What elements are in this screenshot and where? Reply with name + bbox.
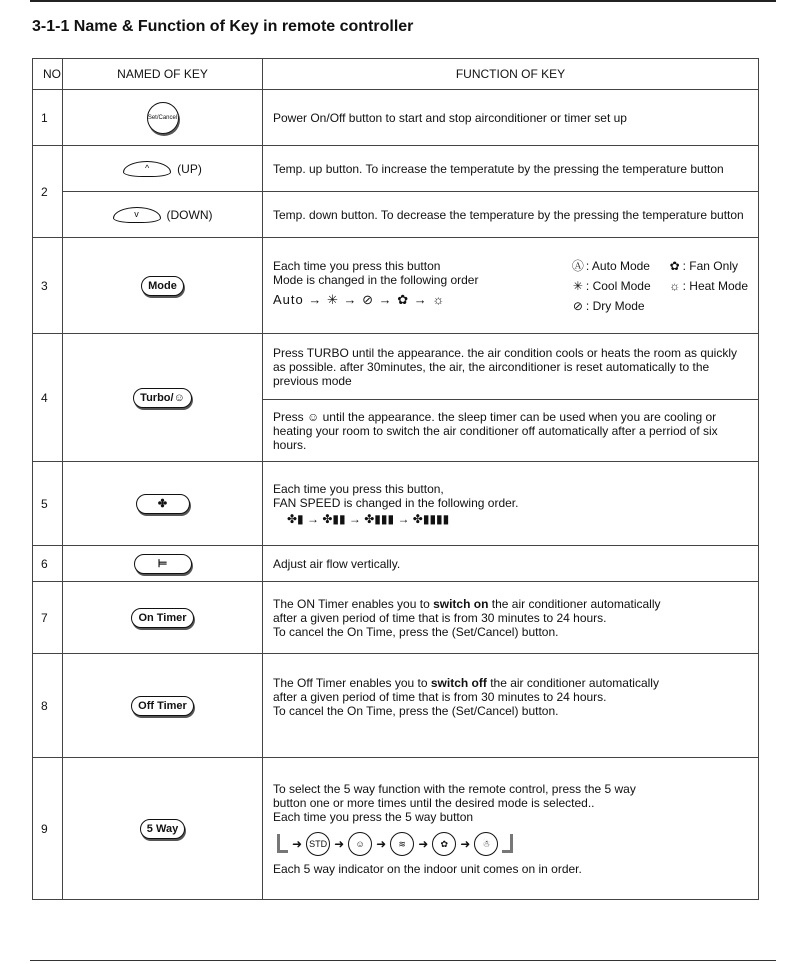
table-row — [33, 546, 759, 582]
mode-legend: Ⓐ : Auto Mode ✿ : Fan Only ✳ : Cool Mode ☼ : Heat Mode ⊘ : Dry Mode — [571, 258, 748, 313]
function-text: Press ☺ until the appearance. the sleep timer can be used when you are cooling or heating your room to switch the air conditioner off automatically after a perriod of six hours. — [263, 400, 759, 462]
header-no: NO — [33, 59, 63, 90]
table-row — [33, 238, 759, 334]
table-row — [33, 462, 759, 546]
turbo-sleep-key-icon: Turbo/☺ — [133, 388, 192, 408]
table-row: 8 Off Timer The Off Timer enables you to switch off the air conditioner automatically after a given period of time that is from 30 minutes to 24 hours. To cancel the On Time, press the (Set/Cancel) button. — [33, 654, 759, 758]
function-text: Press TURBO until the appearance. the air condition cools or heats the room as quickly as possible. after 30minutes, the air, the airconditioner is reset automatically to the previous mode — [263, 334, 759, 400]
table-row — [33, 90, 759, 146]
key-name: (DOWN) — [166, 208, 213, 222]
off-timer-key-icon: Off Timer — [131, 696, 194, 716]
person-mode-icon: ☃ — [474, 832, 498, 856]
top-rule — [30, 0, 776, 2]
row-number: 7 — [33, 582, 63, 654]
cycle-bracket-icon — [277, 834, 288, 853]
up-arrow-key-icon: ^ — [123, 161, 171, 177]
down-arrow-key-icon: v — [113, 207, 161, 223]
key-name: (UP) — [177, 162, 202, 176]
cycle-bracket-icon — [502, 834, 513, 853]
on-timer-key-icon: On Timer — [131, 608, 193, 628]
fan-speed-sequence: ✤▮ → ✤▮▮ → ✤▮▮▮ → ✤▮▮▮▮ — [287, 511, 450, 526]
function-text: Each time you press the 5 way button — [273, 809, 474, 824]
row-number: 9 — [33, 758, 63, 900]
header-function: FUNCTION OF KEY — [263, 59, 759, 90]
face-mode-icon: ☺ — [348, 832, 372, 856]
set-cancel-key-icon: Set/Cancel — [147, 102, 179, 134]
function-text: To cancel the On Time, press the (Set/Cancel) button. — [273, 704, 559, 718]
table-row — [33, 192, 759, 238]
function-text: To select the 5 way function with the remote control, press the 5 way — [273, 781, 636, 796]
bottom-rule — [30, 960, 776, 961]
row-number: 5 — [33, 462, 63, 546]
function-text: Each time you press this button, — [273, 481, 444, 496]
function-text: Each 5 way indicator on the indoor unit comes on in order. — [273, 861, 582, 876]
function-text: FAN SPEED is changed in the following order. — [273, 495, 519, 510]
row-number: 4 — [33, 334, 63, 462]
dry-mode-icon: ⊘ — [572, 298, 583, 313]
row-number: 3 — [33, 238, 63, 334]
heat-mode-icon: ☼ — [669, 278, 681, 293]
row-number: 8 — [33, 654, 63, 758]
table-row — [33, 146, 759, 192]
table-row — [33, 334, 759, 400]
function-text: Temp. down button. To decrease the temperature by the pressing the temperature button — [263, 192, 759, 238]
function-text: Adjust air flow vertically. — [263, 546, 759, 582]
row-number: 1 — [33, 90, 63, 146]
airflow-mode-icon: ≋ — [390, 832, 414, 856]
row-number: 2 — [33, 146, 63, 238]
function-text: Temp. up button. To increase the temperatute by the pressing the temperature button — [263, 146, 759, 192]
fan-mode-icon: ✿ — [669, 258, 680, 273]
key-function-table — [32, 58, 759, 900]
function-text: after a given period of time that is from 30 minutes to 24 hours. — [273, 690, 607, 704]
fan-speed-key-icon: ✤ — [136, 494, 190, 514]
function-text: Mode is changed in the following order — [273, 272, 479, 287]
mode-key-icon: Mode — [141, 276, 184, 296]
swing-key-icon: ⊨ — [134, 554, 192, 574]
table-row: 7 On Timer The ON Timer enables you to switch on the air conditioner automatically after a given period of time that is from 30 minutes to 24 hours. To cancel the On Time, press the (Set/Cancel) button. — [33, 582, 759, 654]
five-way-key-icon: 5 Way — [140, 819, 185, 839]
function-text: after a given period of time that is from 30 minutes to 24 hours. — [273, 610, 607, 625]
function-text: Each time you press this button — [273, 258, 441, 273]
function-text: Power On/Off button to start and stop airconditioner or timer set up — [263, 90, 759, 146]
function-text: button one or more times until the desired mode is selected.. — [273, 795, 595, 810]
table-header-row — [33, 59, 759, 90]
function-text: To cancel the On Time, press the (Set/Cancel) button. — [273, 624, 559, 639]
cool-mode-icon: ✳ — [572, 278, 583, 293]
page-title: 3-1-1 Name & Function of Key in remote controller — [32, 18, 414, 35]
std-mode-icon: STD — [306, 832, 330, 856]
header-name: NAMED OF KEY — [63, 59, 263, 90]
row-number: 6 — [33, 546, 63, 582]
mode-sequence: Auto → ✳ → ⊘ → ✿ → ☼ — [273, 291, 446, 307]
table-row — [33, 758, 759, 900]
swirl-mode-icon: ✿ — [432, 832, 456, 856]
five-way-sequence: ➜ STD ➜ ☺ ➜ ≋ ➜ ✿ ➜ ☃ — [277, 832, 748, 856]
auto-mode-icon: Ⓐ — [571, 258, 584, 273]
